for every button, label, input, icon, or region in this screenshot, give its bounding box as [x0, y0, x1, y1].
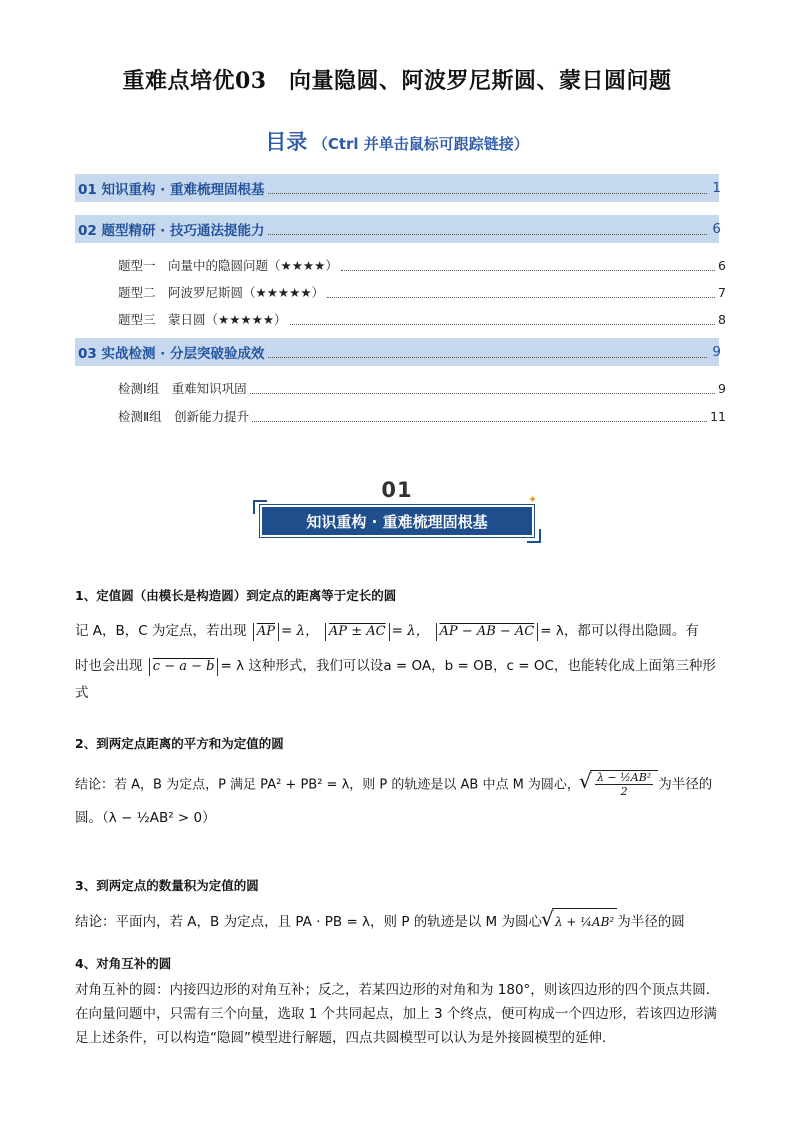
vector-abs-ap-ab-ac: AP − AB − AC: [436, 623, 539, 641]
toc-leader-dots: [290, 324, 716, 325]
toc-entry-label: 题型一 向量中的隐圆问题（★★★★）: [118, 258, 338, 273]
vector-abs-ap-ac: AP ± AC: [325, 623, 390, 641]
section-1-line-1: 记 A，B，C 为定点，若出现 $\overline{AP} = \lambda$， AP ± AC = λ， AP − AB − AC = λ，都可以得出隐圆。有: [75, 623, 699, 639]
radius-sqrt: √ λ + ¼AB²: [552, 908, 617, 936]
toc-entry-page: 6: [718, 257, 726, 273]
section-1-line-2: 时也会出现 c − a − b = λ 这种形式，我们可以设a = OA，b = OB，c = OC，也能转化成上面第三种形: [75, 658, 716, 674]
vector-abs-ap: $\overline{AP}$: [253, 623, 279, 641]
section-2-body: [75, 770, 723, 832]
banner-frame-corner: [527, 529, 541, 543]
toc-entry-page: 9: [712, 344, 721, 360]
toc-entry-page: 8: [718, 311, 726, 327]
toc-entry-page: 7: [718, 284, 726, 300]
section-1-title: 1、定值圆（由模长是构造圆）到定点的距离等于定长的圆: [75, 588, 397, 603]
toc-entry-label: 题型二 阿波罗尼斯圆（★★★★★）: [118, 285, 325, 300]
toc-leader-dots: [252, 421, 707, 422]
toc-entry-type-2[interactable]: [118, 281, 726, 303]
section-4-body: 对角互补的圆：内接四边形的对角互补；反之，若某四边形的对角和为 180°，则该四边形的四个顶点共圆．在向量问题中，只需有三个向量，选取 1 个共同起点，加上 3 个终点，便可构成一个四边形，若该四边形满足上述条件，可以构造“隐圆”模型进行解题，四点共圆模型可以认为是外接圆模型的延伸．: [75, 982, 720, 1046]
toc-entry-02[interactable]: [75, 215, 719, 243]
toc-entry-test-1[interactable]: [118, 377, 726, 399]
toc-leader-dots: [341, 270, 715, 271]
section-banner: 知识重构 · 重难梳理固根基: [260, 505, 534, 537]
section-2-title: 2、到两定点距离的平方和为定值的圆: [75, 736, 284, 751]
vector-abs-c-a-b: c − a − b: [149, 658, 219, 676]
toc-leader-dots: [268, 193, 708, 194]
section-3-body: 结论：平面内，若 A，B 为定点，且 PA · PB = λ，则 P 的轨迹是以 M 为圆心 √ λ + ¼AB² 为半径的圆: [75, 908, 723, 936]
section-1-body: [75, 618, 723, 707]
sparkle-icon: ✦: [528, 493, 538, 506]
toc-entry-label: 检测Ⅱ组 创新能力提升: [118, 409, 250, 424]
toc-entry-label: 题型三 蒙日圆（★★★★★）: [118, 312, 287, 327]
toc-entry-page: 11: [710, 408, 726, 424]
toc-entry-label: 01 知识重构 · 重难梳理固根基: [78, 182, 265, 198]
toc-heading-label: 目录: [265, 130, 308, 154]
section-3-title: 3、到两定点的数量积为定值的圆: [75, 878, 259, 893]
toc-leader-dots: [268, 234, 708, 235]
toc-entry-label: 检测Ⅰ组 重难知识巩固: [118, 381, 247, 396]
section-2-line-2: 圆。（λ − ½AB² > 0）: [75, 809, 216, 826]
section-banner-number: 01: [381, 478, 413, 502]
toc-entry-03[interactable]: [75, 338, 719, 366]
toc-leader-dots: [250, 393, 715, 394]
toc-entry-type-3[interactable]: [118, 308, 726, 330]
toc-entry-page: 9: [718, 380, 726, 396]
section-1-line-3: 式: [75, 685, 89, 701]
toc-leader-dots: [268, 357, 708, 358]
toc-entry-01[interactable]: [75, 174, 719, 202]
toc-heading: [0, 126, 794, 156]
toc-leader-dots: [327, 297, 715, 298]
section-2-line-1: 结论：若 A，B 为定点，P 满足 PA² + PB² = λ，则 P 的轨迹是以 AB 中点 M 为圆心， √ $\frac{\text{λ − ½AB²}}{2}$ 为半径的: [75, 770, 723, 799]
toc-entry-label: 02 题型精研 · 技巧通法提能力: [78, 223, 265, 239]
toc-entry-page: 1: [712, 180, 721, 196]
toc-entry-type-1[interactable]: [118, 254, 726, 276]
toc-entry-label: 03 实战检测 · 分层突破验成效: [78, 346, 265, 362]
toc-entry-page: 6: [712, 221, 721, 237]
document-title: 重难点培优03 向量隐圆、阿波罗尼斯圆、蒙日圆问题: [122, 68, 672, 94]
radius-sqrt: √ $\frac{\text{λ − ½AB²}}{2}$: [590, 770, 658, 799]
toc-entry-test-2[interactable]: [118, 405, 726, 427]
toc-hint: （Ctrl 并单击鼠标可跟踪链接）: [312, 135, 529, 153]
section-4-title: 4、对角互补的圆: [75, 956, 172, 971]
